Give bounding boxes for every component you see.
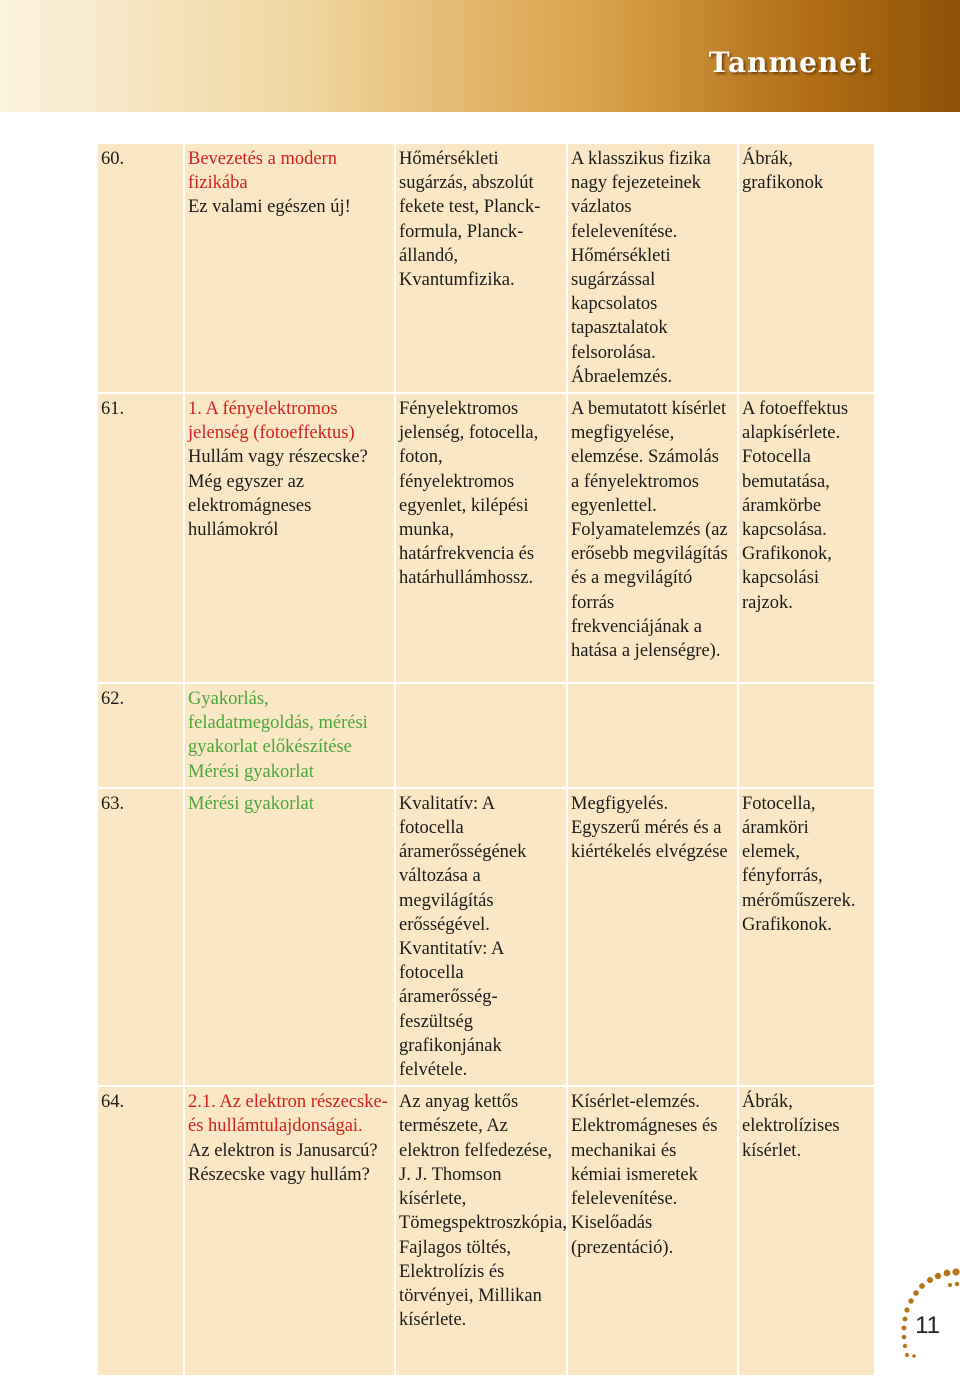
topic-cell bbox=[184, 788, 395, 1086]
topic-title: Gyakorlás, feladatmegoldás, mérési gyakorlat előkészítése Mérési gyakorlat bbox=[188, 689, 368, 782]
curriculum-table bbox=[96, 142, 876, 1377]
lesson-number: 60. bbox=[97, 143, 184, 393]
activities-cell: Megfigyelés. Egyszerű mérés és a kiértékelés elvégzése bbox=[567, 788, 738, 1086]
lesson-number: 62. bbox=[97, 683, 184, 788]
concepts-cell: Hőmérsékleti sugárzás, abszolút fekete test, Planck-formula, Planck-állandó, Kvantumfizika. bbox=[395, 143, 567, 393]
topic-subtitle: Hullám vagy részecske? Még egyszer az elektromágneses hullámokról bbox=[188, 447, 368, 541]
tools-cell: A fotoeffektus alapkísérlete. Fotocella bemutatása, áramkörbe kapcsolása. Grafikonok, kapcsolási rajzok. bbox=[738, 393, 875, 683]
topic-subtitle: Az elektron is Janusarcú? Részecske vagy hullám? bbox=[188, 1140, 378, 1185]
tools-cell bbox=[738, 683, 875, 788]
decorative-dots-icon bbox=[860, 1260, 960, 1360]
table-row bbox=[97, 788, 875, 1086]
topic-cell bbox=[184, 143, 395, 393]
tools-cell: Fotocella, áramköri elemek, fényforrás, mérőműszerek. Grafikonok. bbox=[738, 788, 875, 1086]
activities-cell bbox=[567, 683, 738, 788]
tools-cell: Ábrák, elektrolízises kísérlet. bbox=[738, 1086, 875, 1376]
lesson-number: 63. bbox=[97, 788, 184, 1086]
topic-cell bbox=[184, 1086, 395, 1376]
concepts-cell: Kvalitatív: A fotocella áramerősségének változása a megvilágítás erősségével. Kvantitatív: A fotocella áramerősség-feszültség grafikonjának felvétele. bbox=[395, 788, 567, 1086]
topic-title: 1. A fényelektromos jelenség (fotoeffektus) bbox=[188, 399, 355, 444]
concepts-cell: Az anyag kettős természete, Az elektron felfedezése, J. J. Thomson kísérlete, Tömegspektroszkópia, Fajlagos töltés, Elektrolízis és törvényei, Millikan kísérlete. bbox=[395, 1086, 567, 1376]
activities-cell: A bemutatott kísérlet megfigyelése, elemzése. Számolás a fényelektromos egyenlettel. Folyamatelemzés (az erősebb megvilágítás és a megvilágító forrás frekvenciájának a hatása a jelenségre). bbox=[567, 393, 738, 683]
topic-cell bbox=[184, 393, 395, 683]
topic-title: Bevezetés a modern fizikába bbox=[188, 149, 337, 194]
topic-subtitle: Ez valami egészen új! bbox=[188, 197, 351, 218]
table-row bbox=[97, 1086, 875, 1376]
topic-title: Mérési gyakorlat bbox=[188, 793, 314, 814]
lesson-number: 61. bbox=[97, 393, 184, 683]
header-banner bbox=[0, 0, 960, 112]
tools-cell: Ábrák, grafikonok bbox=[738, 143, 875, 393]
topic-title: 2.1. Az elektron részecske- és hullámtulajdonságai. bbox=[188, 1092, 388, 1137]
activities-cell: A klasszikus fizika nagy fejezeteinek vázlatos felelevenítése. Hőmérsékleti sugárzással kapcsolatos tapasztalatok felsorolása. Ábraelemzés. bbox=[567, 143, 738, 393]
page-number: 11 bbox=[915, 1312, 940, 1339]
topic-cell bbox=[184, 683, 395, 788]
activities-cell: Kísérlet-elemzés. Elektromágneses és mechanikai és kémiai ismeretek felelevenítése. Kiselőadás (prezentáció). bbox=[567, 1086, 738, 1376]
page-title: Tanmenet bbox=[708, 46, 872, 79]
lesson-number: 64. bbox=[97, 1086, 184, 1376]
table-row bbox=[97, 393, 875, 683]
concepts-cell: Fényelektromos jelenség, fotocella, foton, fényelektromos egyenlet, kilépési munka, határfrekvencia és határhullámhossz. bbox=[395, 393, 567, 683]
concepts-cell bbox=[395, 683, 567, 788]
table-row bbox=[97, 683, 875, 788]
table-row bbox=[97, 143, 875, 393]
